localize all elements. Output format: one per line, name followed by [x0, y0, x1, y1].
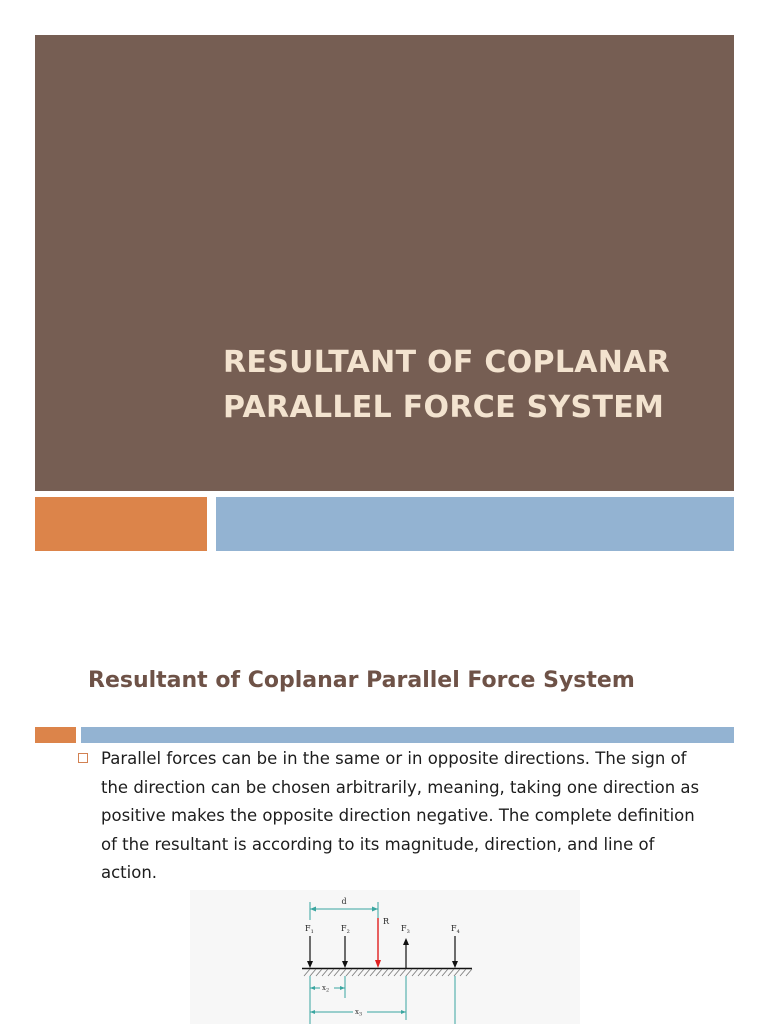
resultant-arrow-head [375, 960, 381, 968]
label-r: R [383, 917, 390, 926]
force-f2-arrow-head [342, 961, 348, 968]
dimension-x2-arrow-right [340, 986, 345, 990]
dimension-x3-arrow-left [310, 1010, 315, 1014]
force-diagram-svg [190, 890, 580, 1024]
header-bar-blue [81, 727, 734, 743]
dimension-x2-label: $x_2$ [322, 984, 330, 994]
label-f1: $F_1$ [305, 924, 314, 935]
slide-title-line-1: RESULTANT OF COPLANAR [223, 345, 671, 380]
content-slide-title: Resultant of Coplanar Parallel Force System [88, 668, 635, 693]
dimension-x2-arrow-left [310, 986, 315, 990]
bullet-text: Parallel forces can be in the same or in opposite directions. The sign of the direction can be chosen arbitrarily, meaning, taking one direction as positive makes the opposite direction negative. The complete definition of the resultant is according to its magnitude, direction, and line of action. [101, 749, 700, 882]
parallel-force-diagram [190, 890, 580, 1024]
label-f3: $F_3$ [401, 924, 410, 935]
label-f4: $F_4$ [451, 924, 460, 935]
slide-title-line-2: PARALLEL FORCE SYSTEM [223, 390, 665, 425]
accent-bar-orange [35, 497, 207, 551]
dimension-x3-arrow-right [401, 1010, 406, 1014]
dimension-x3-label: $x_3$ [355, 1008, 363, 1018]
force-f1-arrow-head [307, 961, 313, 968]
title-slide-block [35, 35, 734, 491]
slide-title [223, 340, 723, 430]
header-bar-orange [35, 727, 76, 743]
label-f2: $F_2$ [341, 924, 350, 935]
beam-hatching [304, 969, 472, 976]
force-f4-arrow-head [452, 961, 458, 968]
dimension-d-arrow-left [310, 907, 316, 912]
force-f3-arrow-head [403, 938, 409, 945]
dimension-d-arrow-right [372, 907, 378, 912]
square-bullet-icon [78, 753, 88, 763]
dimension-d-label: d [341, 897, 347, 906]
accent-bar-blue [216, 497, 734, 551]
